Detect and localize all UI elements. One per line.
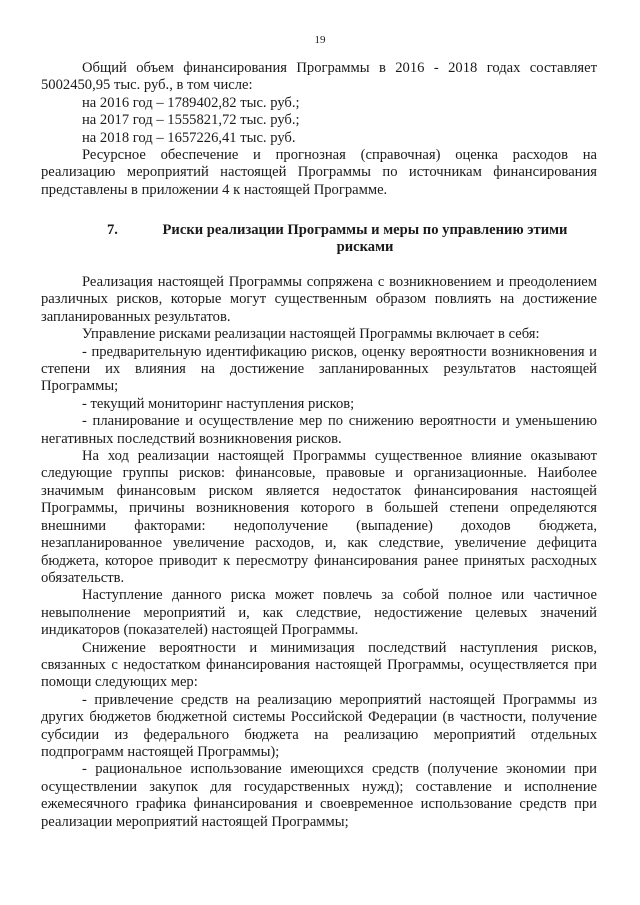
funding-2017: на 2017 год – 1555821,72 тыс. руб.; <box>82 112 300 129</box>
funding-block <box>41 60 597 199</box>
measure-rational-use: - рациональное использование имеющихся средств (получение экономии при осуществлении закупок для государственных нужд); составление и исполнение ежемесячного графика финансирования и своевременное использование средств при реализации мероприятий настоящей Программы; <box>41 761 597 830</box>
risk-management-paragraph: Управление рисками реализации настоящей Программы включает в себя: <box>82 326 540 343</box>
section-title: Риски реализации Программы и меры по управлению этими рисками <box>162 222 568 256</box>
measure-funding-sources: - привлечение средств на реализацию мероприятий настоящей Программы из других бюджетов бюджетной системы Российской Федерации (в частности, получение субсидии из федерального бюджета на реализацию мероприятий отдельных подпрограмм настоящей Программы); <box>41 691 597 760</box>
funding-2016: на 2016 год – 1789402,82 тыс. руб.; <box>82 94 300 111</box>
funding-2018: на 2018 год – 1657226,41 тыс. руб. <box>82 129 296 146</box>
bullet-monitoring: - текущий мониторинг наступления рисков; <box>82 395 355 412</box>
mitigation-paragraph: Снижение вероятности и минимизация последствий наступления рисков, связанных с недостатком финансирования настоящей Программы, осуществляется при помощи следующих мер: <box>41 639 597 691</box>
bullet-planning: - планирование и осуществление мер по снижению вероятности и уменьшению негативных последствий возникновения рисков. <box>41 413 597 447</box>
consequences-paragraph: Наступление данного риска может повлечь за собой полное или частичное невыполнение мероприятий и, как следствие, недостижение целевых значений индикаторов (показателей) настоящей Программы. <box>41 587 597 639</box>
risks-intro-paragraph: Реализация настоящей Программы сопряжена с возникновением и преодолением различных рисков, которые могут существенным образом повлиять на достижение запланированных результатов. <box>41 274 597 325</box>
risk-groups-paragraph: На ход реализации настоящей Программы существенное влияние оказывают следующие группы рисков: финансовые, правовые и организационные. Наиболее значимым финансовым риском является недостаток финансирования настоящей Программы, причины возникновения которого в большей степени определяются внешними факторами: недополучение (выпадение) доходов бюджета, незапланированное увеличение расходов, и, как следствие, увеличение дефицита бюджета, которое приводит к пересмотру финансирования ранее принятых расходных обязательств. <box>41 448 597 586</box>
section-number: 7. <box>107 222 118 238</box>
funding-intro: Общий объем финансирования Программы в 2016 - 2018 годах составляет 5002450,95 тыс. руб., в том числе: <box>41 60 597 94</box>
resources-paragraph: Ресурсное обеспечение и прогнозная (справочная) оценка расходов на реализацию мероприятий настоящей Программы по источникам финансирования представлены в приложении 4 к настоящей Программе. <box>41 147 597 198</box>
section-body <box>41 274 597 831</box>
page-number: 19 <box>314 34 326 46</box>
section-heading <box>41 222 597 257</box>
bullet-identification: - предварительную идентификацию рисков, оценку вероятности возникновения и степени их влияния на достижение запланированных результатов настоящей Программы; <box>41 343 597 395</box>
